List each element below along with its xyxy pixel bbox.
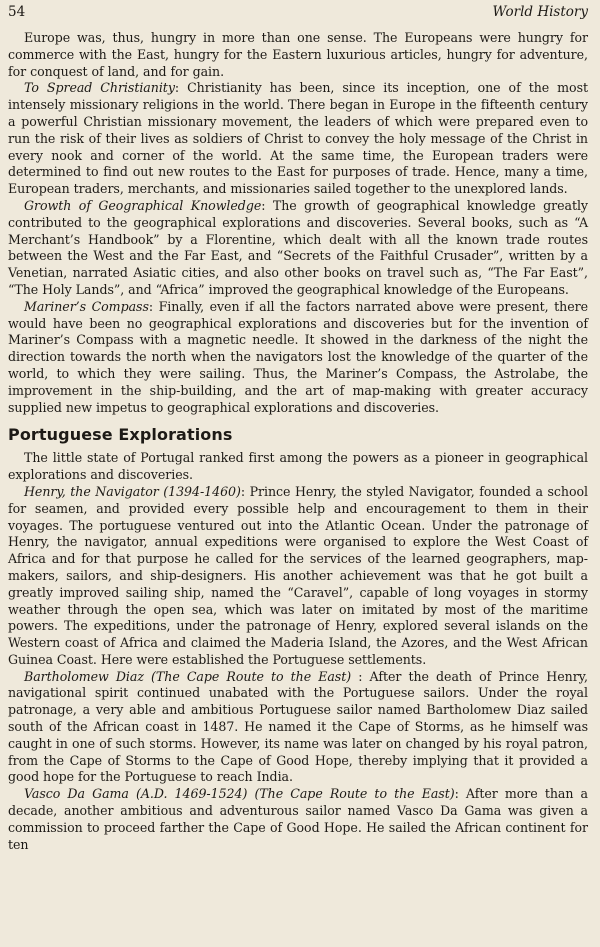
page-header xyxy=(8,4,588,26)
running-title: World History xyxy=(492,4,588,20)
paragraph-portugal-pioneer: The little state of Portugal ranked first among the powers as a pioneer in geographical explorations and discoveries. xyxy=(8,450,588,483)
paragraph-body: : After more than a decade, another ambitious and adventurous sailor named Vasco Da Gama was given a commission to proceed farther the Cape of Good Hope. He sailed the African continent for ten xyxy=(8,786,588,852)
paragraph-lead: Growth of Geographical Knowledge xyxy=(24,197,262,213)
paragraph-lead: Bartholomew Diaz (The Cape Route to the East) xyxy=(24,668,352,684)
paragraph-body: : Finally, even if all the factors narrated above were present, there would have been no geographical explorations and discoveries but for the invention of Mariner’s Compass with a magnetic needle. It showed in the darkness of the night the direction towards the north when the navigators lost the knowledge of the quarter of the world, to which they were sailing. Thus, the Mariner’s Compass, the Astrolabe, the improvement in the ship-building, and the art of map-making with greater accuracy supplied new impetus to geographical explorations and discoveries. xyxy=(8,298,588,415)
paragraph-bartholomew-diaz xyxy=(8,669,588,787)
paragraph-mariners-compass xyxy=(8,299,588,417)
paragraph-body: : Prince Henry, the styled Navigator, founded a school for seamen, and provided every possible help and encouragement to them in their voyages. The portuguese ventured out into the Atlantic Ocean. Under the patronage of Henry, the navigator, annual expeditions were organised to explore the West Coast of Africa and for that purpose he called for the services of the learned geographers, map-makers, sailors, and ship-designers. His another achievement was that he got built a greatly improved sailing ship, named the “Caravel”, capable of long voyages in stormy weather through the open sea, which was later on imitated by most of the maritime powers. The expeditions, under the patronage of Henry, explored several islands on the Western coast of Africa and claimed the Maderia Island, the Azores, and the West African Guinea Coast. Here were established the Portuguese settlements. xyxy=(8,483,588,667)
paragraph-henry-navigator xyxy=(8,484,588,669)
paragraph-lead: Vasco Da Gama (A.D. 1469-1524) (The Cape Route to the East) xyxy=(24,786,455,802)
paragraph-hunger: Europe was, thus, hungry in more than one sense. The Europeans were hungry for commerce with the East, hungry for the Eastern luxurious articles, hungry for adventure, for conquest of land, and for gain. xyxy=(8,30,588,79)
paragraph-vasco-da-gama xyxy=(8,786,588,853)
paragraph-geographical-knowledge xyxy=(8,198,588,299)
paragraph-lead: Mariner’s Compass xyxy=(24,298,149,314)
page-number: 54 xyxy=(8,4,26,20)
paragraph-lead: Henry, the Navigator (1394-1460) xyxy=(24,483,241,499)
paragraph-body: : After the death of Prince Henry, navigational spirit continued unabated with the Portuguese sailors. Under the royal patronage, a very able and ambitious Portuguese sailor named Bartholomew Diaz sailed south of the African coast in 1487. He named it the Cape of Storms, as he himself was caught in one of such storms. However, its name was later on changed by his royal patron, from the Cape of Storms to the Cape of Good Hope, thereby implying that it provided a good hope for the Portuguese to reach India. xyxy=(8,668,589,785)
paragraph-lead: To Spread Christianity xyxy=(24,80,175,96)
paragraph-body: : The growth of geographical knowledge greatly contributed to the geographical explorations and discoveries. Several books, such as “A Merchant’s Handbook” by a Florentine, which dealt with all the known trade routes between the West and the Far East, and “Secrets of the Faithful Crusader”, written by a Venetian, narrated Asiatic cities, and also other books on travel such as, “The Far East”, “The Holy Lands”, and “Africa” improved the geographical knowledge of the Europeans. xyxy=(8,197,588,297)
section-heading: Portuguese Explorations xyxy=(8,425,233,445)
paragraph-christianity xyxy=(8,80,588,198)
paragraph-body: : Christianity has been, since its inception, one of the most intensely missionary religions in the world. There began in Europe in the fifteenth century a powerful Christian missionary movement, the leaders of which were prepared even to run the risk of their lives as soldiers of Christ to convey the holy message of the Christ in every nook and corner of the world. At the same time, the European traders were determined to find out new routes to the East for purposes of trade. Hence, many a time, European traders, merchants, and missionaries sailed together to the unexplored lands. xyxy=(8,80,589,197)
